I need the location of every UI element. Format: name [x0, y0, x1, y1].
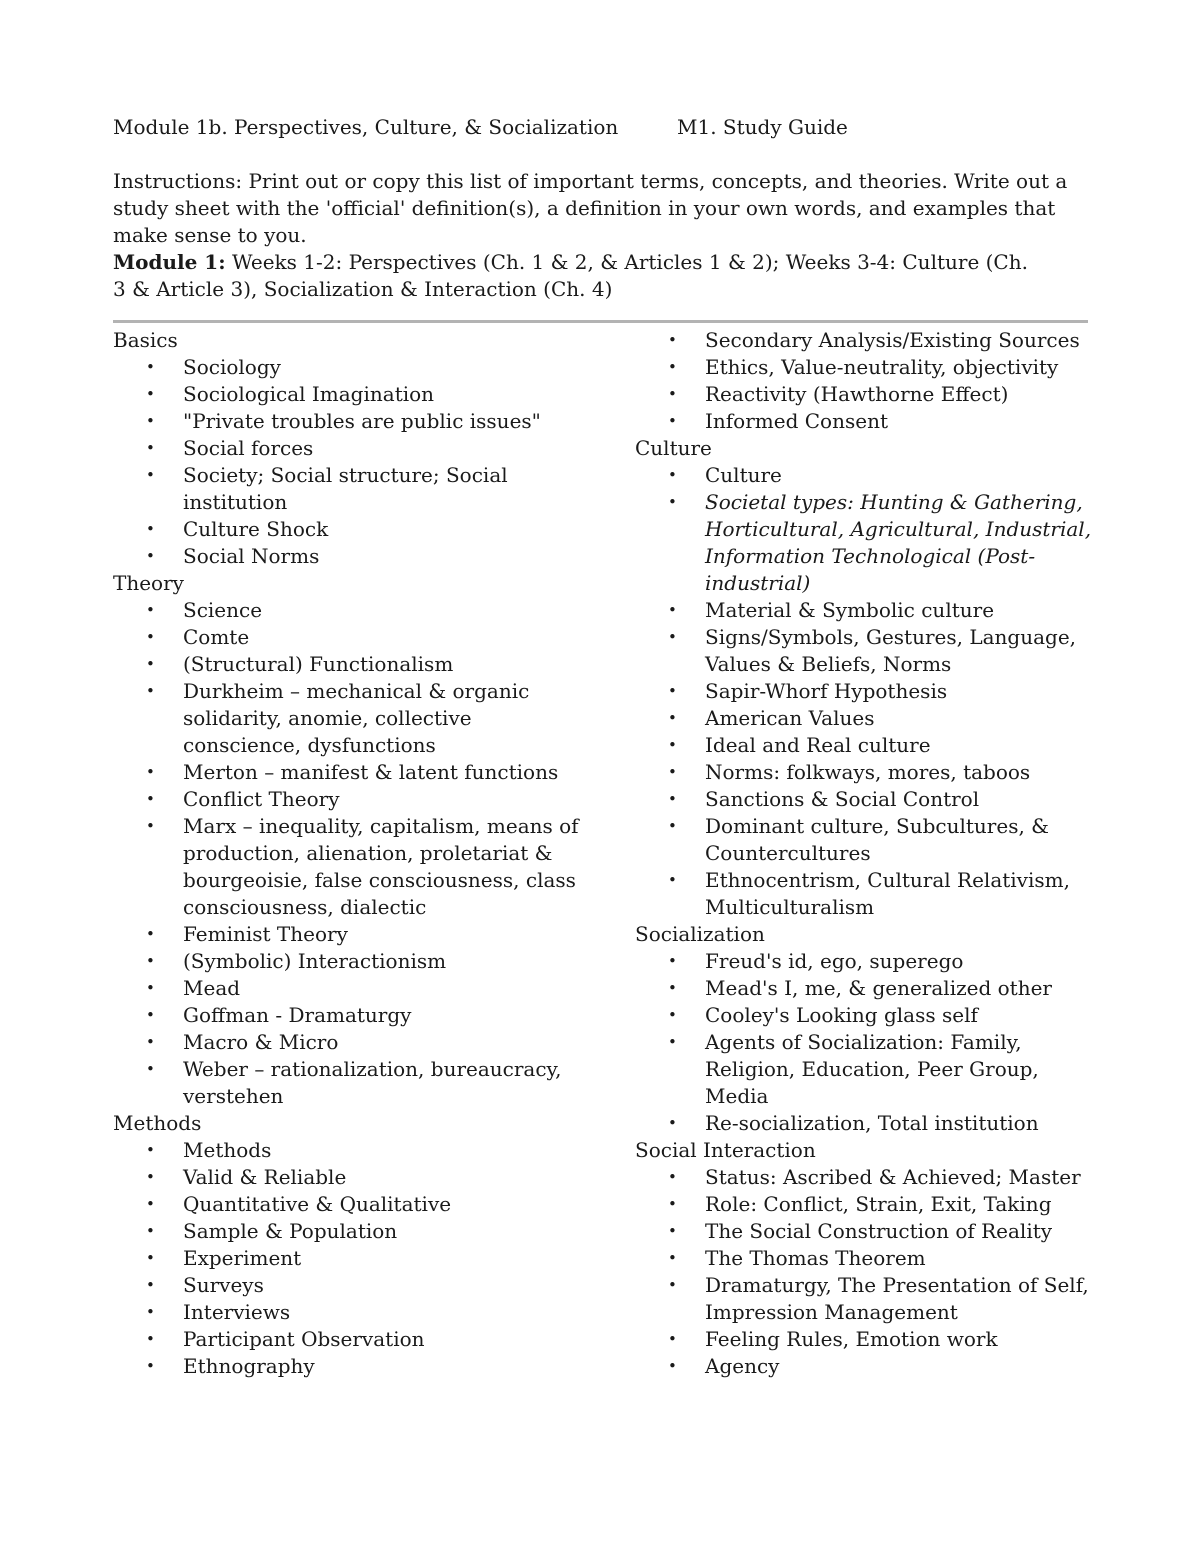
list-item-text: Social Norms	[183, 544, 320, 568]
list-item	[635, 1272, 1095, 1326]
list-item	[635, 1326, 1095, 1353]
section-heading: Social Interaction	[635, 1138, 816, 1162]
bullet-icon: •	[668, 790, 677, 808]
module-schedule-text: Weeks 1-2: Perspectives (Ch. 1 & 2, & Articles 1 & 2); Weeks 3-4: Culture (Ch. 3 & Article 3), Socialization & Interaction (Ch. 4)	[113, 250, 1028, 301]
bullet-icon: •	[668, 817, 677, 835]
bullet-icon: •	[146, 358, 155, 376]
bullet-icon: •	[668, 412, 677, 430]
list-item	[113, 543, 583, 570]
list-item	[635, 867, 1095, 921]
list-item-text: Sample & Population	[183, 1219, 398, 1243]
list-item-text: "Private troubles are public issues"	[183, 409, 541, 433]
term-list	[113, 1137, 583, 1380]
module-schedule	[113, 249, 1043, 303]
list-item	[635, 1218, 1095, 1245]
section-heading: Culture	[635, 436, 712, 460]
bullet-icon: •	[668, 385, 677, 403]
list-item-text: Merton – manifest & latent functions	[183, 760, 559, 784]
list-item	[635, 975, 1095, 1002]
section-heading: Theory	[113, 571, 184, 595]
list-item	[635, 1353, 1095, 1380]
divider-rule	[113, 320, 1088, 323]
bullet-icon: •	[668, 763, 677, 781]
bullet-icon: •	[146, 979, 155, 997]
list-item-text: Conflict Theory	[183, 787, 340, 811]
bullet-icon: •	[668, 1276, 677, 1294]
list-item-text: The Social Construction of Reality	[705, 1219, 1053, 1243]
list-item-text: The Thomas Theorem	[705, 1246, 926, 1270]
section-heading: Basics	[113, 328, 178, 352]
list-item-text: Interviews	[183, 1300, 291, 1324]
list-item-text: (Symbolic) Interactionism	[183, 949, 447, 973]
list-item-text: Macro & Micro	[183, 1030, 339, 1054]
bullet-icon: •	[668, 466, 677, 484]
list-item-text: Weber – rationalization, bureaucracy, verstehen	[183, 1057, 562, 1108]
list-item	[113, 435, 583, 462]
list-item-text: Marx – inequality, capitalism, means of production, alienation, proletariat & bourgeoisie, false consciousness, class consciousness, dialectic	[183, 814, 579, 919]
list-item	[113, 813, 583, 921]
list-item-text: Mead	[183, 976, 241, 1000]
list-item-text: American Values	[705, 706, 875, 730]
bullet-icon: •	[668, 331, 677, 349]
list-item	[113, 1056, 583, 1110]
bullet-icon: •	[146, 547, 155, 565]
list-item	[113, 408, 583, 435]
list-item-text: Quantitative & Qualitative	[183, 1192, 452, 1216]
list-item	[113, 462, 583, 516]
list-item	[113, 1164, 583, 1191]
list-item	[113, 948, 583, 975]
list-item	[113, 921, 583, 948]
list-item	[113, 1272, 583, 1299]
bullet-icon: •	[668, 493, 677, 511]
list-item-text: Agency	[705, 1354, 780, 1378]
bullet-icon: •	[146, 1249, 155, 1267]
bullet-icon: •	[146, 790, 155, 808]
list-item	[635, 462, 1095, 489]
list-item	[635, 489, 1095, 597]
bullet-icon: •	[146, 763, 155, 781]
list-item	[113, 1218, 583, 1245]
section-heading: Methods	[113, 1111, 202, 1135]
section-theory	[113, 570, 583, 1110]
list-item-text: Ethnography	[183, 1354, 315, 1378]
bullet-icon: •	[146, 817, 155, 835]
bullet-icon: •	[146, 1330, 155, 1348]
list-item	[113, 597, 583, 624]
list-item	[635, 381, 1095, 408]
list-item-text: Informed Consent	[705, 409, 888, 433]
list-item-text: Material & Symbolic culture	[705, 598, 995, 622]
list-item-text: Ideal and Real culture	[705, 733, 931, 757]
bullet-icon: •	[146, 412, 155, 430]
left-column	[113, 327, 583, 1380]
list-item-text: Re-socialization, Total institution	[705, 1111, 1039, 1135]
list-item-text: Durkheim – mechanical & organic solidarity, anomie, collective conscience, dysfunctions	[183, 679, 530, 757]
bullet-icon: •	[146, 655, 155, 673]
bullet-icon: •	[668, 1222, 677, 1240]
bullet-icon: •	[668, 871, 677, 889]
section-methods-continued	[635, 327, 1095, 435]
list-item-text: Societal types: Hunting & Gathering, Horticultural, Agricultural, Industrial, Information Technological (Post-industrial)	[705, 490, 1092, 595]
list-item-text: Culture Shock	[183, 517, 329, 541]
list-item-text: Cooley's Looking glass self	[705, 1003, 978, 1027]
list-item	[635, 705, 1095, 732]
list-item	[113, 759, 583, 786]
list-item-text: Status: Ascribed & Achieved; Master	[705, 1165, 1081, 1189]
term-list	[635, 1164, 1095, 1380]
term-list	[113, 354, 583, 570]
list-item	[113, 1191, 583, 1218]
list-item-text: Methods	[183, 1138, 272, 1162]
bullet-icon: •	[146, 1276, 155, 1294]
list-item	[113, 1353, 583, 1380]
bullet-icon: •	[146, 385, 155, 403]
list-item-text: Sapir-Whorf Hypothesis	[705, 679, 948, 703]
list-item-text: Mead's I, me, & generalized other	[705, 976, 1052, 1000]
bullet-icon: •	[146, 1033, 155, 1051]
section-basics	[113, 327, 583, 570]
list-item	[635, 597, 1095, 624]
bullet-icon: •	[146, 628, 155, 646]
list-item-text: Role: Conflict, Strain, Exit, Taking	[705, 1192, 1052, 1216]
list-item	[635, 408, 1095, 435]
list-item	[113, 678, 583, 759]
bullet-icon: •	[668, 601, 677, 619]
term-list	[113, 597, 583, 1110]
list-item-text: Reactivity (Hawthorne Effect)	[705, 382, 1009, 406]
bullet-icon: •	[146, 1168, 155, 1186]
list-item-text: Valid & Reliable	[183, 1165, 347, 1189]
bullet-icon: •	[146, 466, 155, 484]
section-heading: Socialization	[635, 922, 765, 946]
list-item-text: Feeling Rules, Emotion work	[705, 1327, 998, 1351]
list-item-text: Agents of Socialization: Family, Religion, Education, Peer Group, Media	[705, 1030, 1039, 1108]
list-item-text: Comte	[183, 625, 250, 649]
bullet-icon: •	[668, 1330, 677, 1348]
bullet-icon: •	[146, 1006, 155, 1024]
list-item	[113, 354, 583, 381]
list-item	[113, 1002, 583, 1029]
list-item-text: Sociology	[183, 355, 281, 379]
list-item-text: Freud's id, ego, superego	[705, 949, 964, 973]
list-item-text: Social forces	[183, 436, 314, 460]
list-item	[635, 1191, 1095, 1218]
list-item-text: Secondary Analysis/Existing Sources	[705, 328, 1080, 352]
module-label: Module 1:	[113, 250, 226, 274]
bullet-icon: •	[668, 682, 677, 700]
term-list	[635, 948, 1095, 1137]
section-methods	[113, 1110, 583, 1380]
instructions: Instructions: Print out or copy this list of important terms, concepts, and theories. Write out a study sheet with the 'official' definition(s), a definition in your own words, and examples that make sense to you.	[113, 169, 1068, 247]
section-culture	[635, 435, 1095, 921]
bullet-icon: •	[668, 1033, 677, 1051]
list-item	[113, 381, 583, 408]
list-item-text: Society; Social structure; Social institution	[183, 463, 508, 514]
header	[113, 114, 1088, 141]
list-item	[113, 651, 583, 678]
list-item-text: Experiment	[183, 1246, 302, 1270]
bullet-icon: •	[668, 979, 677, 997]
list-item	[635, 1110, 1095, 1137]
bullet-icon: •	[146, 1060, 155, 1078]
bullet-icon: •	[668, 1114, 677, 1132]
list-item	[113, 516, 583, 543]
list-item-text: Norms: folkways, mores, taboos	[705, 760, 1031, 784]
list-item-text: Goffman - Dramaturgy	[183, 1003, 412, 1027]
bullet-icon: •	[146, 439, 155, 457]
list-item	[113, 1245, 583, 1272]
list-item	[113, 1137, 583, 1164]
bullet-icon: •	[668, 1357, 677, 1375]
study-guide-page	[113, 114, 1092, 1378]
bullet-icon: •	[668, 1249, 677, 1267]
bullet-icon: •	[668, 736, 677, 754]
list-item	[113, 1029, 583, 1056]
bullet-icon: •	[668, 358, 677, 376]
term-list	[635, 327, 1095, 435]
list-item	[635, 1002, 1095, 1029]
list-item	[113, 624, 583, 651]
module-title: Module 1b. Perspectives, Culture, & Socialization	[113, 115, 619, 139]
list-item-text: (Structural) Functionalism	[183, 652, 454, 676]
list-item-text: Ethics, Value-neutrality, objectivity	[705, 355, 1059, 379]
bullet-icon: •	[146, 1195, 155, 1213]
list-item-text: Science	[183, 598, 263, 622]
bullet-icon: •	[668, 1006, 677, 1024]
list-item	[635, 948, 1095, 975]
list-item-text: Feminist Theory	[183, 922, 348, 946]
bullet-icon: •	[668, 1195, 677, 1213]
list-item	[113, 975, 583, 1002]
list-item-text: Surveys	[183, 1273, 264, 1297]
list-item	[113, 786, 583, 813]
guide-title: M1. Study Guide	[677, 115, 848, 139]
bullet-icon: •	[146, 682, 155, 700]
list-item-text: Signs/Symbols, Gestures, Language, Values & Beliefs, Norms	[705, 625, 1077, 676]
list-item-text: Dominant culture, Subcultures, & Countercultures	[705, 814, 1049, 865]
bullet-icon: •	[146, 1222, 155, 1240]
bullet-icon: •	[146, 520, 155, 538]
bullet-icon: •	[146, 952, 155, 970]
list-item	[113, 1299, 583, 1326]
list-item	[635, 813, 1095, 867]
section-social-interaction	[635, 1137, 1095, 1380]
list-item-text: Culture	[705, 463, 782, 487]
bullet-icon: •	[146, 1141, 155, 1159]
list-item	[635, 732, 1095, 759]
term-list	[635, 462, 1095, 921]
bullet-icon: •	[146, 1303, 155, 1321]
list-item	[635, 327, 1095, 354]
list-item	[635, 678, 1095, 705]
list-item-text: Sociological Imagination	[183, 382, 435, 406]
list-item	[635, 354, 1095, 381]
list-item	[635, 624, 1095, 678]
list-item-text: Dramaturgy, The Presentation of Self, Impression Management	[705, 1273, 1089, 1324]
list-item	[635, 1164, 1095, 1191]
bullet-icon: •	[146, 601, 155, 619]
bullet-icon: •	[668, 1168, 677, 1186]
list-item-text: Ethnocentrism, Cultural Relativism, Multiculturalism	[705, 868, 1070, 919]
section-socialization	[635, 921, 1095, 1137]
bullet-icon: •	[668, 709, 677, 727]
list-item-text: Sanctions & Social Control	[705, 787, 980, 811]
list-item	[113, 1326, 583, 1353]
list-item-text: Participant Observation	[183, 1327, 425, 1351]
bullet-icon: •	[668, 628, 677, 646]
list-item	[635, 1029, 1095, 1110]
list-item	[635, 786, 1095, 813]
bullet-icon: •	[146, 925, 155, 943]
list-item	[635, 1245, 1095, 1272]
list-item	[635, 759, 1095, 786]
bullet-icon: •	[668, 952, 677, 970]
bullet-icon: •	[146, 1357, 155, 1375]
right-column	[635, 327, 1095, 1380]
